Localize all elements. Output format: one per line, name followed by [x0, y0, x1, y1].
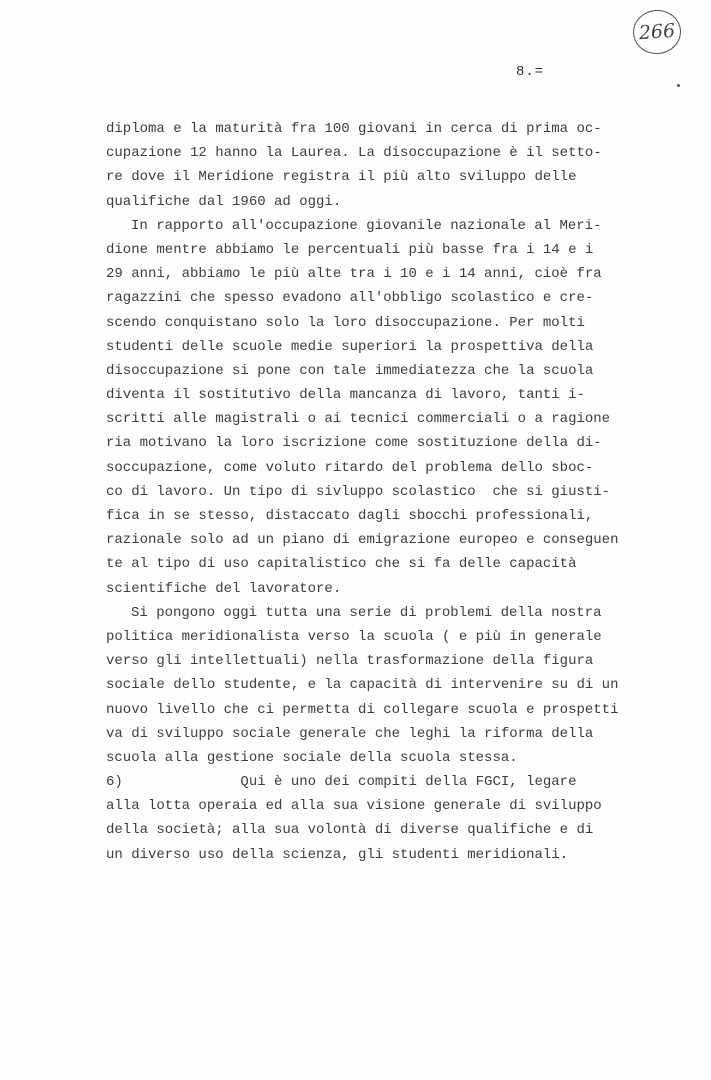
text-line: soccupazione, come voluto ritardo del problema dello sboc- — [106, 459, 594, 476]
ink-dot — [677, 84, 680, 87]
text-line: cupazione 12 hanno la Laurea. La disoccupazione è il setto- — [106, 145, 602, 162]
text-line: disoccupazione si pone con tale immediatezza che la scuola — [106, 362, 594, 379]
text-line: scendo conquistano solo la loro disoccupazione. Per molti — [106, 314, 585, 331]
text-line: scuola alla gestione sociale della scuola stessa. — [106, 749, 518, 766]
text-line: co di lavoro. Un tipo di sivluppo scolastico che si giusti- — [106, 483, 611, 500]
text-line: razionale solo ad un piano di emigrazione europeo e conseguen — [106, 532, 619, 549]
text-line: 29 anni, abbiamo le più alte tra i 10 e i 14 anni, cioè fra — [106, 266, 602, 283]
text-line: te al tipo di uso capitalistico che si fa delle capacità — [106, 556, 577, 573]
paragraph-start-line: Si pongono oggi tutta una serie di problemi della nostra — [131, 604, 602, 621]
text-line: verso gli intellettuali) nella trasformazione della figura — [106, 653, 594, 670]
text-line: diploma e la maturità fra 100 giovani in cerca di prima oc- — [106, 121, 602, 137]
numbered-paragraph-line: 6) Qui è uno dei compiti della FGCI, legare — [106, 774, 577, 791]
text-line: scientifiche del lavoratore. — [106, 580, 342, 597]
text-line: nuovo livello che ci permetta di collegare scuola e prospetti — [106, 701, 619, 718]
body-text — [106, 117, 619, 867]
archive-page-stamp: 266 — [632, 8, 683, 55]
text-line: studenti delle scuole medie superiori la prospettiva della — [106, 338, 594, 355]
text-line: politica meridionalista verso la scuola ( e più in generale — [106, 628, 602, 645]
text-line: sociale dello studente, e la capacità di intervenire su di un — [106, 677, 619, 694]
text-line: ria motivano la loro iscrizione come sostituzione della di- — [106, 435, 602, 452]
text-line: alla lotta operaia ed alla sua visione generale di sviluppo — [106, 798, 602, 815]
page-number: 8.= — [516, 64, 545, 80]
paragraph-start-line: In rapporto all'occupazione giovanile nazionale al Meri- — [131, 217, 602, 234]
text-line: un diverso uso della scienza, gli studenti meridionali. — [106, 846, 569, 863]
text-line: scritti alle magistrali o ai tecnici commerciali o a ragione — [106, 411, 611, 428]
text-line: va di sviluppo sociale generale che leghi la riforma della — [106, 725, 594, 742]
text-line: fica in se stesso, distaccato dagli sbocchi professionali, — [106, 508, 594, 524]
text-line: diventa il sostitutivo della mancanza di lavoro, tanti i- — [106, 387, 585, 404]
text-line: della società; alla sua volontà di diverse qualifiche e di — [106, 822, 594, 839]
text-line: re dove il Meridione registra il più alto sviluppo delle — [106, 169, 577, 186]
text-line: qualifiche dal 1960 ad oggi. — [106, 193, 342, 210]
text-line: dione mentre abbiamo le percentuali più basse fra i 14 e i — [106, 241, 594, 258]
text-line: ragazzini che spesso evadono all'obbligo scolastico e cre- — [106, 290, 594, 307]
